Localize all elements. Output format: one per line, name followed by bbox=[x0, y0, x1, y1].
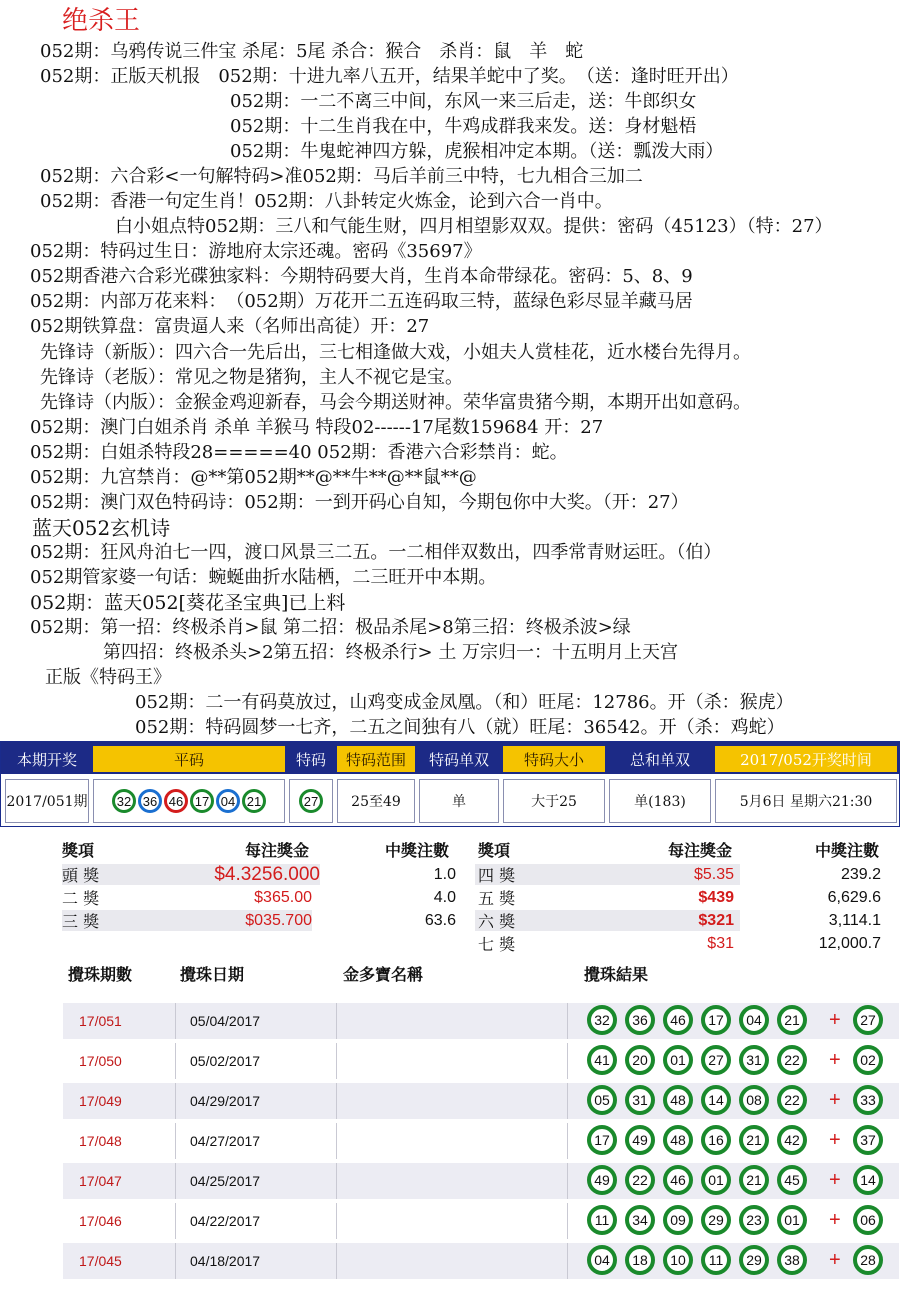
prize-header-count: 中獎注數 bbox=[385, 841, 450, 860]
history-issue: 17/050 bbox=[79, 1053, 122, 1069]
text-line: 正版《特码王》 bbox=[45, 667, 171, 688]
prize-name: 二 獎 bbox=[62, 889, 100, 908]
prize-count: 12,000.7 bbox=[818, 934, 881, 952]
prize-amount: $321 bbox=[698, 911, 734, 929]
text-line: 052期：特码过生日：游地府太宗还魂。密码《35697》 bbox=[30, 241, 482, 262]
text-line: 052期：一二不离三中间，东风一来三后走，送：牛郎织女 bbox=[230, 91, 697, 112]
history-special-ball: 27 bbox=[853, 1005, 883, 1035]
text-line: 052期：牛鬼蛇神四方躲，虎猴相冲定本期。（送：瓢泼大雨） bbox=[230, 141, 724, 162]
text-line: 白小姐点特052期：三八和气能生财，四月相望影双双。提供：密码（45123）（特：27） bbox=[115, 216, 833, 237]
page-title: 绝杀王 bbox=[62, 6, 141, 36]
plus-sign: + bbox=[829, 1249, 841, 1271]
text-line: 先锋诗（内版）：金猴金鸡迎新春，马会今期送财神。荣华富贵猪今期，本期开出如意码。 bbox=[40, 392, 751, 413]
prize-header-name: 獎項 bbox=[478, 841, 511, 860]
history-number-ball: 41 bbox=[587, 1045, 617, 1075]
prize-name: 五 獎 bbox=[478, 889, 516, 908]
prize-amount: $31 bbox=[707, 934, 734, 952]
history-number-ball: 20 bbox=[625, 1045, 655, 1075]
prize-header-amount: 每注獎金 bbox=[668, 841, 733, 860]
history-number-ball: 48 bbox=[663, 1085, 693, 1115]
history-special-ball: 06 bbox=[853, 1205, 883, 1235]
prize-header-name: 獎項 bbox=[62, 841, 95, 860]
history-special-ball: 28 bbox=[853, 1245, 883, 1275]
text-line: 052期：乌鸦传说三件宝 杀尾：5尾 杀合：猴合 杀肖：鼠 羊 蛇 bbox=[40, 41, 584, 62]
prize-name: 頭 獎 bbox=[62, 864, 140, 885]
prize-name: 六 獎 bbox=[478, 912, 516, 931]
text-line: 052期：内部万花来料： （052期）万花开二五连码取三特，蓝绿色彩尽显羊藏马居 bbox=[30, 291, 693, 312]
history-number-ball: 48 bbox=[663, 1125, 693, 1155]
header-special-range: 特码范围 bbox=[337, 746, 415, 772]
history-row bbox=[63, 1083, 899, 1119]
number-ball: 36 bbox=[138, 789, 162, 813]
history-number-ball: 21 bbox=[739, 1165, 769, 1195]
number-ball: 04 bbox=[216, 789, 240, 813]
text-line: 052期：二一有码莫放过，山鸡变成金凤凰。（和）旺尾：12786。开（杀：猴虎） bbox=[135, 692, 794, 713]
plus-sign: + bbox=[829, 1009, 841, 1031]
history-header-name: 金多寶名稱 bbox=[343, 965, 424, 984]
plus-sign: + bbox=[829, 1049, 841, 1071]
history-number-ball: 10 bbox=[663, 1245, 693, 1275]
history-number-ball: 49 bbox=[625, 1125, 655, 1155]
prize-count: 6,629.6 bbox=[827, 888, 881, 906]
history-special-ball: 02 bbox=[853, 1045, 883, 1075]
regular-numbers bbox=[93, 779, 285, 823]
text-line: 先锋诗（老版）：常见之物是猪狗，主人不视它是宝。 bbox=[40, 367, 463, 388]
history-number-ball: 32 bbox=[587, 1005, 617, 1035]
history-number-ball: 04 bbox=[587, 1245, 617, 1275]
history-date: 04/29/2017 bbox=[175, 1083, 350, 1119]
history-row bbox=[63, 1003, 899, 1039]
text-line: 第四招：终极杀头>2第五招：终极杀行> 土 万宗归一：十五明月上天宫 bbox=[103, 642, 679, 663]
history-number-ball: 45 bbox=[777, 1165, 807, 1195]
history-number-ball: 46 bbox=[663, 1165, 693, 1195]
history-name bbox=[336, 1123, 567, 1159]
text-line: 052期：九宫禁肖：@**第052期**@**牛**@**鼠**@ bbox=[30, 467, 477, 488]
history-number-ball: 46 bbox=[663, 1005, 693, 1035]
text-line: 052期：正版天机报 052期：十进九率八五开，结果羊蛇中了奖。 （送：逢时旺开出） bbox=[40, 66, 739, 87]
history-issue: 17/049 bbox=[79, 1093, 122, 1109]
history-name bbox=[336, 1083, 567, 1119]
history-date: 04/22/2017 bbox=[175, 1203, 350, 1239]
history-special-ball: 33 bbox=[853, 1085, 883, 1115]
history-date: 04/27/2017 bbox=[175, 1123, 350, 1159]
text-line: 蓝天052玄机诗 bbox=[32, 516, 171, 540]
history-issue: 17/045 bbox=[79, 1253, 122, 1269]
plus-sign: + bbox=[829, 1169, 841, 1191]
history-name bbox=[336, 1003, 567, 1039]
text-line: 052期：澳门白姐杀肖 杀单 羊猴马 特段02------17尾数159684 开：27 bbox=[30, 417, 604, 438]
prize-count: 3,114.1 bbox=[828, 911, 881, 929]
current-issue: 2017/051期 bbox=[5, 779, 89, 823]
number-ball: 21 bbox=[242, 789, 266, 813]
history-number-ball: 01 bbox=[777, 1205, 807, 1235]
history-number-ball: 23 bbox=[739, 1205, 769, 1235]
header-current-draw: 本期开奖 bbox=[16, 750, 77, 769]
history-row bbox=[63, 1123, 899, 1159]
history-number-ball: 11 bbox=[701, 1245, 731, 1275]
history-date: 04/25/2017 bbox=[175, 1163, 350, 1199]
history-number-ball: 42 bbox=[777, 1125, 807, 1155]
prize-count: 1.0 bbox=[433, 865, 456, 883]
history-date: 05/02/2017 bbox=[175, 1043, 350, 1079]
prize-count: 4.0 bbox=[433, 888, 456, 906]
history-issue: 17/048 bbox=[79, 1133, 122, 1149]
history-header-date: 攪珠日期 bbox=[180, 965, 245, 984]
prize-amount: $035.700 bbox=[140, 910, 312, 931]
header-special-number: 特码 bbox=[295, 750, 326, 769]
history-name bbox=[336, 1163, 567, 1199]
history-number-ball: 21 bbox=[739, 1125, 769, 1155]
draw-result-bar bbox=[0, 741, 900, 827]
history-name bbox=[336, 1243, 567, 1279]
history-issue: 17/051 bbox=[79, 1013, 122, 1029]
history-number-ball: 38 bbox=[777, 1245, 807, 1275]
number-ball: 17 bbox=[190, 789, 214, 813]
history-number-ball: 17 bbox=[701, 1005, 731, 1035]
text-line: 052期：六合彩<一句解特码>准052期：马后羊前三中特，七九相合三加二 bbox=[40, 166, 643, 187]
number-ball: 46 bbox=[164, 789, 188, 813]
sum-odd-even: 单(183) bbox=[609, 779, 711, 823]
history-number-ball: 16 bbox=[701, 1125, 731, 1155]
special-number bbox=[289, 779, 333, 823]
special-odd-even: 单 bbox=[419, 779, 499, 823]
history-header-result: 攪珠結果 bbox=[584, 965, 649, 984]
history-name bbox=[336, 1203, 567, 1239]
text-line: 052期：香港一句定生肖！052期：八卦转定火炼金，论到六合一肖中。 bbox=[40, 191, 613, 212]
history-row bbox=[63, 1243, 899, 1279]
history-special-ball: 14 bbox=[853, 1165, 883, 1195]
text-line: 052期：澳门双色特码诗：052期：一到开码心自知，今期包你中大奖。（开：27） bbox=[30, 492, 689, 513]
history-date: 05/04/2017 bbox=[175, 1003, 350, 1039]
history-number-ball: 11 bbox=[587, 1205, 617, 1235]
prize-amount: $4.3256.000 bbox=[140, 864, 320, 885]
prize-name: 七 獎 bbox=[478, 935, 516, 954]
prize-name: 三 獎 bbox=[62, 910, 140, 931]
header-draw-time: 2017/052开奖时间 bbox=[715, 746, 897, 772]
history-number-ball: 05 bbox=[587, 1085, 617, 1115]
special-range: 25至49 bbox=[337, 779, 415, 823]
history-issue: 17/046 bbox=[79, 1213, 122, 1229]
prize-amount: $5.35 bbox=[693, 865, 734, 883]
history-number-ball: 49 bbox=[587, 1165, 617, 1195]
history-number-ball: 22 bbox=[777, 1045, 807, 1075]
text-line: 052期：蓝天052[葵花圣宝典]已上料 bbox=[30, 592, 346, 614]
history-number-ball: 29 bbox=[739, 1245, 769, 1275]
history-row bbox=[63, 1163, 899, 1199]
header-regular-numbers: 平码 bbox=[93, 746, 285, 772]
history-number-ball: 09 bbox=[663, 1205, 693, 1235]
history-number-ball: 27 bbox=[701, 1045, 731, 1075]
text-line: 052期：白姐杀特段28=====40 052期：香港六合彩禁肖：蛇。 bbox=[30, 442, 568, 463]
history-number-ball: 22 bbox=[777, 1085, 807, 1115]
history-number-ball: 29 bbox=[701, 1205, 731, 1235]
history-number-ball: 31 bbox=[625, 1085, 655, 1115]
history-header-issue: 攪珠期數 bbox=[68, 965, 133, 984]
prize-count: 239.2 bbox=[840, 865, 881, 883]
history-date: 04/18/2017 bbox=[175, 1243, 350, 1279]
history-number-ball: 01 bbox=[701, 1165, 731, 1195]
text-line: 052期：第一招：终极杀肖>鼠 第二招：极品杀尾>8第三招：终极杀波>绿 bbox=[30, 617, 631, 638]
draw-time: 5月6日 星期六21:30 bbox=[715, 779, 897, 823]
history-number-ball: 14 bbox=[701, 1085, 731, 1115]
history-name bbox=[336, 1043, 567, 1079]
history-row bbox=[63, 1043, 899, 1079]
prize-amount: $365.00 bbox=[254, 888, 312, 906]
history-number-ball: 17 bbox=[587, 1125, 617, 1155]
number-ball: 32 bbox=[112, 789, 136, 813]
text-line: 052期铁算盘：富贵逼人来（名师出高徒）开：27 bbox=[30, 316, 430, 337]
text-line: 052期：狂风舟泊七一四，渡口风景三二五。一二相伴双数出，四季常青财运旺。（伯） bbox=[30, 542, 722, 563]
plus-sign: + bbox=[829, 1129, 841, 1151]
history-special-ball: 37 bbox=[853, 1125, 883, 1155]
history-number-ball: 31 bbox=[739, 1045, 769, 1075]
header-special-size: 特码大小 bbox=[503, 746, 605, 772]
history-number-ball: 08 bbox=[739, 1085, 769, 1115]
prize-header-count: 中獎注數 bbox=[815, 841, 880, 860]
special-size: 大于25 bbox=[503, 779, 605, 823]
history-number-ball: 22 bbox=[625, 1165, 655, 1195]
prize-count: 63.6 bbox=[424, 911, 456, 929]
header-special-odd-even: 特码单双 bbox=[428, 750, 489, 769]
plus-sign: + bbox=[829, 1089, 841, 1111]
prize-amount: $439 bbox=[698, 888, 734, 906]
text-line: 052期管家婆一句话：蜿蜒曲折水陆栖，二三旺开中本期。 bbox=[30, 567, 497, 588]
text-line: 052期：十二生肖我在中，牛鸡成群我来发。送：身材魁梧 bbox=[230, 116, 697, 137]
history-row bbox=[63, 1203, 899, 1239]
special-ball: 27 bbox=[299, 789, 323, 813]
history-number-ball: 18 bbox=[625, 1245, 655, 1275]
text-line: 052期香港六合彩光碟独家料：今期特码要大肖，生肖本命带绿花。密码：5、8、9 bbox=[30, 266, 693, 287]
prize-name: 四 獎 bbox=[478, 866, 516, 885]
text-line: 先锋诗（新版）：四六合一先后出，三七相逢做大戏，小姐夫人赏桂花，近水楼台先得月。 bbox=[40, 342, 751, 363]
text-line: 052期：特码圆梦一七齐，二五之间独有八（就）旺尾：36542。开（杀：鸡蛇） bbox=[135, 717, 785, 738]
history-issue: 17/047 bbox=[79, 1173, 122, 1189]
plus-sign: + bbox=[829, 1209, 841, 1231]
prize-header-amount: 每注獎金 bbox=[245, 841, 310, 860]
history-number-ball: 21 bbox=[777, 1005, 807, 1035]
history-number-ball: 01 bbox=[663, 1045, 693, 1075]
history-number-ball: 04 bbox=[739, 1005, 769, 1035]
history-number-ball: 36 bbox=[625, 1005, 655, 1035]
history-number-ball: 34 bbox=[625, 1205, 655, 1235]
header-sum-odd-even: 总和单双 bbox=[629, 750, 690, 769]
